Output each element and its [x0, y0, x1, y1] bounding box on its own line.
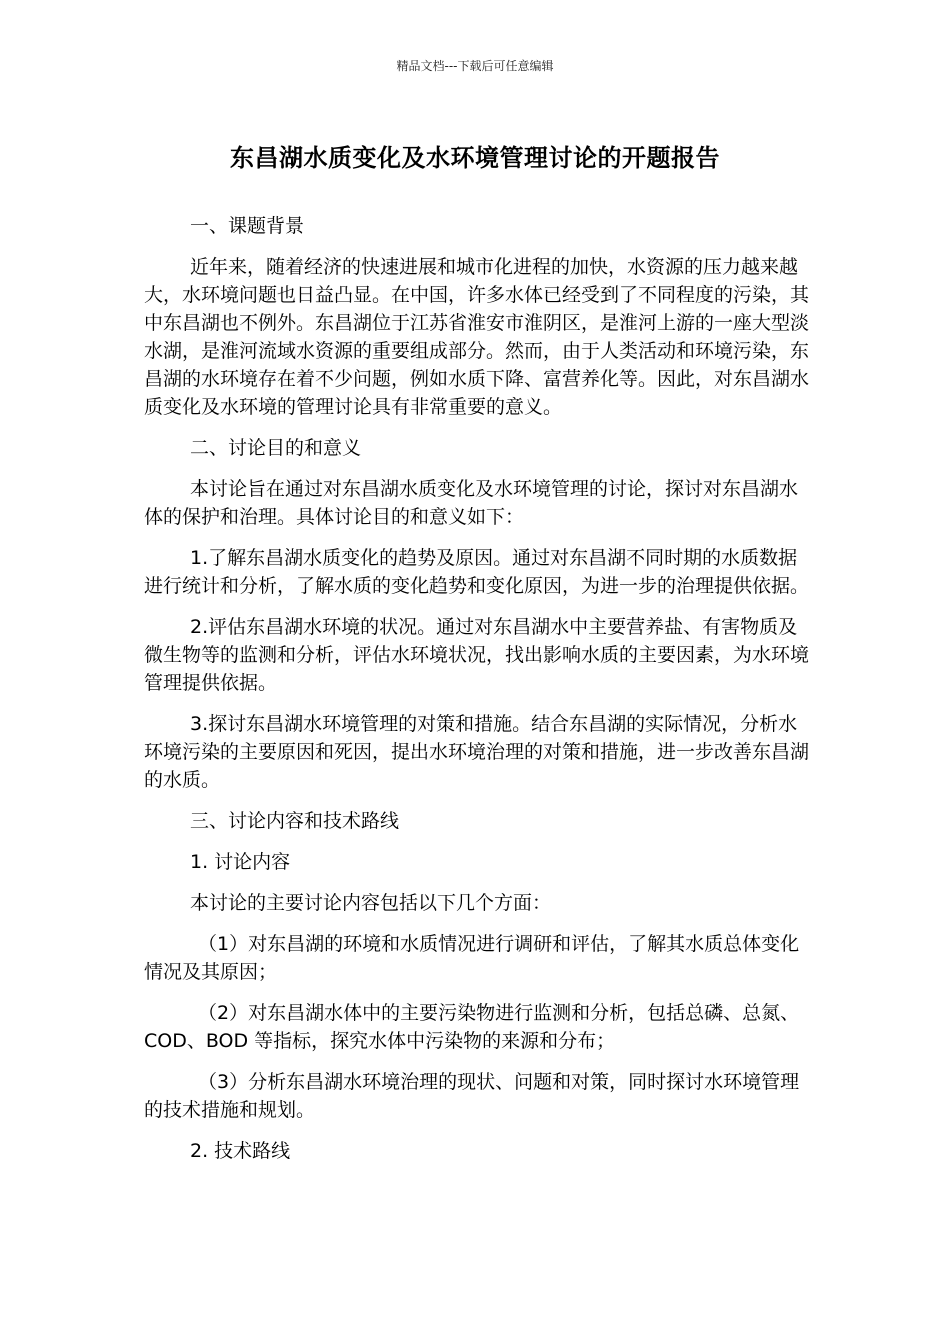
- list-item: 3.探讨东昌湖水环境管理的对策和措施。结合东昌湖的实际情况，分析水环境污染的主要原因和死因，提出水环境治理的对策和措施，进一步改善东昌湖的水质。: [144, 713, 810, 791]
- body-paragraph: 本讨论旨在通过对东昌湖水质变化及水环境管理的讨论，探讨对东昌湖水体的保护和治理。具体讨论目的和意义如下：: [144, 478, 799, 528]
- document-body: [144, 212, 809, 1178]
- subsection-heading: 1. 讨论内容: [190, 851, 291, 873]
- section-heading: 二、讨论目的和意义: [190, 437, 362, 459]
- body-paragraph: 本讨论的主要讨论内容包括以下几个方面：: [190, 892, 552, 914]
- list-item: （1）对东昌湖的环境和水质情况进行调研和评估，了解其水质总体变化情况及其原因；: [144, 933, 800, 983]
- list-item: 2.评估东昌湖水环境的状况。通过对东昌湖水中主要营养盐、有害物质及微生物等的监测和分析，评估水环境状况，找出影响水质的主要因素，为水环境管理提供依据。: [144, 616, 810, 694]
- page-header-watermark: 精品文档---下载后可任意编辑: [396, 59, 554, 73]
- section-heading: 一、课题背景: [190, 215, 305, 237]
- subsection-heading: 2. 技术路线: [190, 1140, 291, 1162]
- list-item: 1.了解东昌湖水质变化的趋势及原因。通过对东昌湖不同时期的水质数据进行统计和分析，了解水质的变化趋势和变化原因，为进一步的治理提供依据。: [144, 547, 810, 597]
- list-item: （2）对东昌湖水体中的主要污染物进行监测和分析，包括总磷、总氮、COD、BOD 等指标，探究水体中污染物的来源和分布；: [144, 1002, 800, 1052]
- document-title: 东昌湖水质变化及水环境管理讨论的开题报告: [230, 144, 720, 172]
- body-paragraph: 近年来，随着经济的快速进展和城市化进程的加快，水资源的压力越来越大，水环境问题也日益凸显。在中国，许多水体已经受到了不同程度的污染，其中东昌湖也不例外。东昌湖位于江苏省淮安市淮阴区，是淮河上游的一座大型淡水湖，是淮河流域水资源的重要组成部分。然而，由于人类活动和环境污染，东昌湖的水环境存在着不少问题，例如水质下降、富营养化等。因此，对东昌湖水质变化及水环境的管理讨论具有非常重要的意义。: [144, 256, 810, 418]
- section-heading: 三、讨论内容和技术路线: [190, 810, 400, 832]
- list-item: （3）分析东昌湖水环境治理的现状、问题和对策，同时探讨水环境管理的技术措施和规划。: [144, 1071, 800, 1121]
